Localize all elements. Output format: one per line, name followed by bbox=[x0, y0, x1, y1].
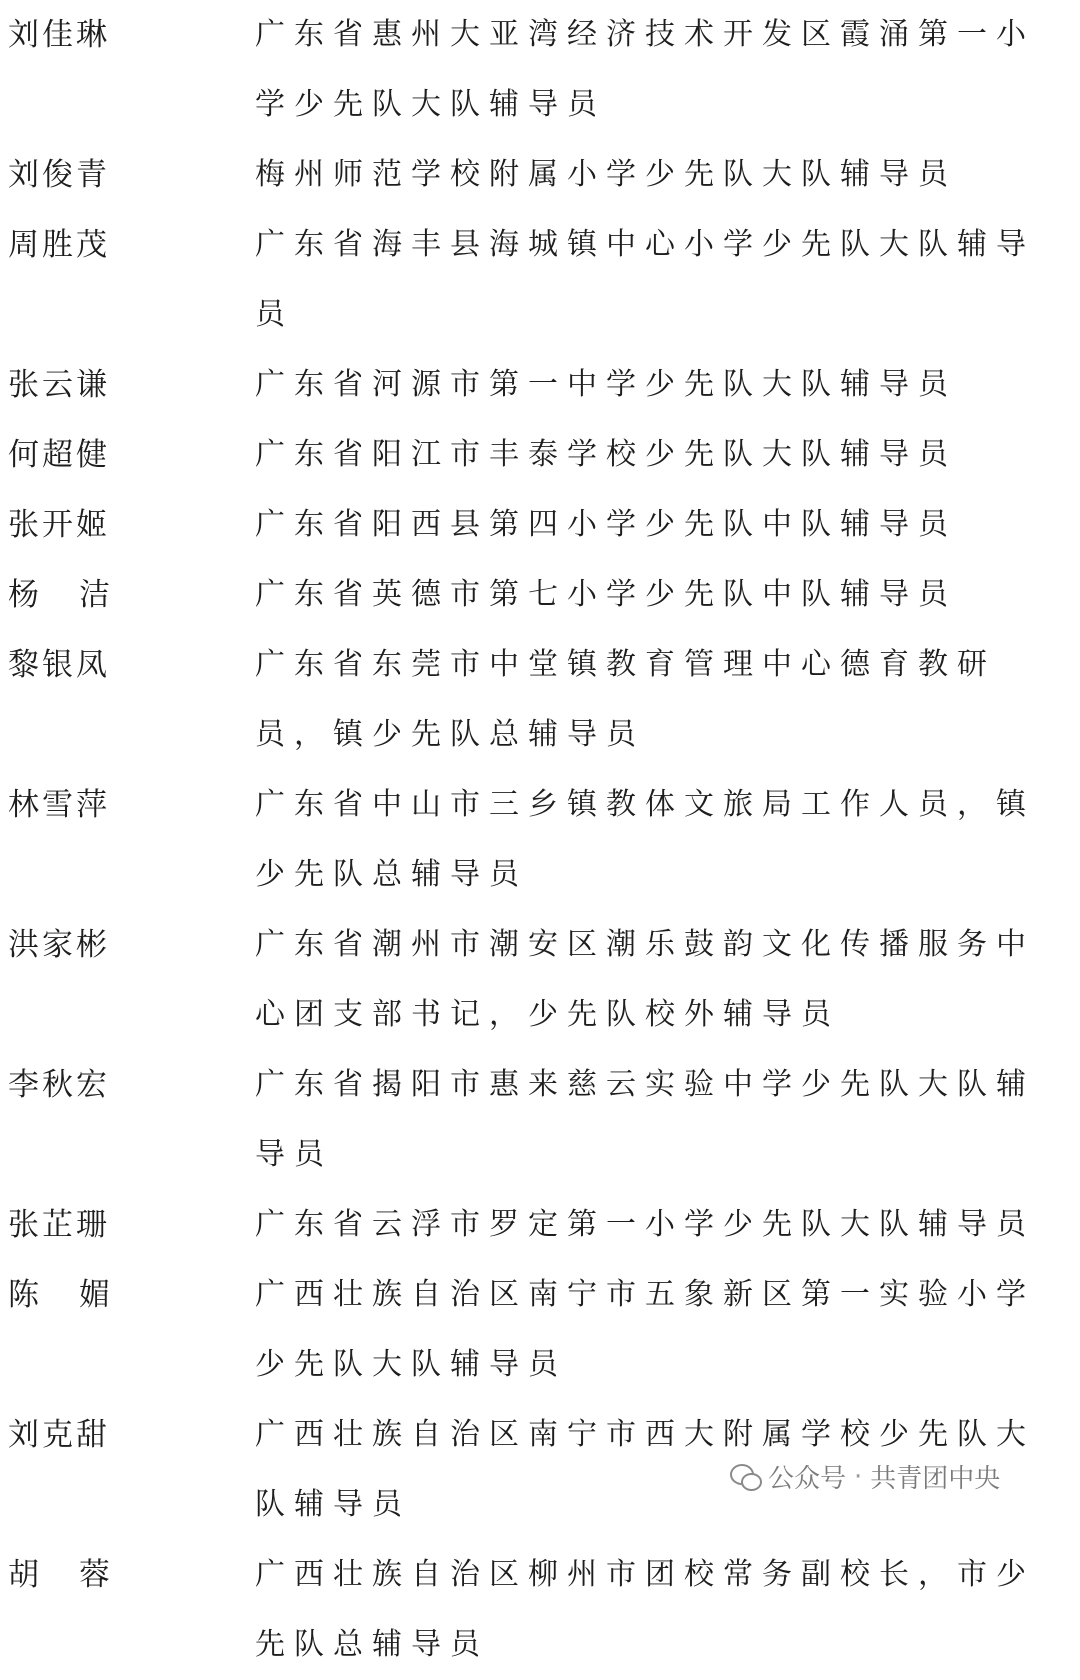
watermark-label: 公众号 bbox=[768, 1464, 847, 1494]
person-position: 广西壮族自治区柳州市团校常务副校长，市少先队总辅导员 bbox=[255, 1557, 1035, 1662]
person-name: 刘佳琳 bbox=[8, 17, 110, 53]
list-item bbox=[0, 350, 1080, 420]
watermark-account: 共青团中央 bbox=[870, 1464, 1001, 1494]
person-name: 张云谦 bbox=[8, 367, 110, 403]
list-item bbox=[0, 1050, 1080, 1190]
list-item bbox=[0, 490, 1080, 560]
wechat-icon bbox=[730, 1464, 760, 1490]
list-item bbox=[0, 1190, 1080, 1260]
person-position: 广西壮族自治区南宁市西大附属学校少先队大队辅导员 bbox=[255, 1417, 1035, 1522]
person-position: 梅州师范学校附属小学少先队大队辅导员 bbox=[255, 157, 957, 192]
person-name: 刘克甜 bbox=[8, 1417, 110, 1453]
person-position: 广东省中山市三乡镇教体文旅局工作人员，镇少先队总辅导员 bbox=[255, 787, 1035, 892]
person-name: 张芷珊 bbox=[8, 1207, 110, 1243]
person-position: 广东省潮州市潮安区潮乐鼓韵文化传播服务中心团支部书记，少先队校外辅导员 bbox=[255, 927, 1035, 1032]
list-item bbox=[0, 210, 1080, 350]
wechat-watermark bbox=[730, 1458, 1000, 1495]
list-item bbox=[0, 1540, 1080, 1680]
list-item bbox=[0, 630, 1080, 770]
person-position: 广东省惠州大亚湾经济技术开发区霞涌第一小学少先队大队辅导员 bbox=[255, 17, 1035, 122]
person-name: 陈媚 bbox=[8, 1277, 150, 1313]
list-item bbox=[0, 0, 1080, 140]
person-name: 李秋宏 bbox=[8, 1067, 110, 1103]
person-name: 何超健 bbox=[8, 437, 110, 473]
person-name: 周胜茂 bbox=[8, 227, 110, 263]
person-name: 黎银凤 bbox=[8, 647, 110, 683]
person-position: 广东省英德市第七小学少先队中队辅导员 bbox=[255, 577, 957, 612]
person-name: 杨洁 bbox=[8, 577, 150, 613]
list-item bbox=[0, 770, 1080, 910]
person-position: 广东省海丰县海城镇中心小学少先队大队辅导员 bbox=[255, 227, 1035, 332]
person-name: 林雪萍 bbox=[8, 787, 110, 823]
person-name: 胡蓉 bbox=[8, 1557, 150, 1593]
person-name: 洪家彬 bbox=[8, 927, 110, 963]
list-item bbox=[0, 420, 1080, 490]
person-position: 广东省东莞市中堂镇教育管理中心德育教研员，镇少先队总辅导员 bbox=[255, 647, 996, 752]
person-position: 广东省阳江市丰泰学校少先队大队辅导员 bbox=[255, 437, 957, 472]
person-name: 刘俊青 bbox=[8, 157, 110, 193]
list-item bbox=[0, 910, 1080, 1050]
watermark-separator: · bbox=[854, 1461, 863, 1492]
person-name: 张开姬 bbox=[8, 507, 110, 543]
person-position: 广东省云浮市罗定第一小学少先队大队辅导员 bbox=[255, 1207, 1035, 1242]
person-position: 广东省河源市第一中学少先队大队辅导员 bbox=[255, 367, 957, 402]
person-position: 广西壮族自治区南宁市五象新区第一实验小学少先队大队辅导员 bbox=[255, 1277, 1035, 1382]
person-position: 广东省揭阳市惠来慈云实验中学少先队大队辅导员 bbox=[255, 1067, 1035, 1172]
list-item bbox=[0, 140, 1080, 210]
list-item bbox=[0, 560, 1080, 630]
person-position: 广东省阳西县第四小学少先队中队辅导员 bbox=[255, 507, 957, 542]
list-item bbox=[0, 1260, 1080, 1400]
